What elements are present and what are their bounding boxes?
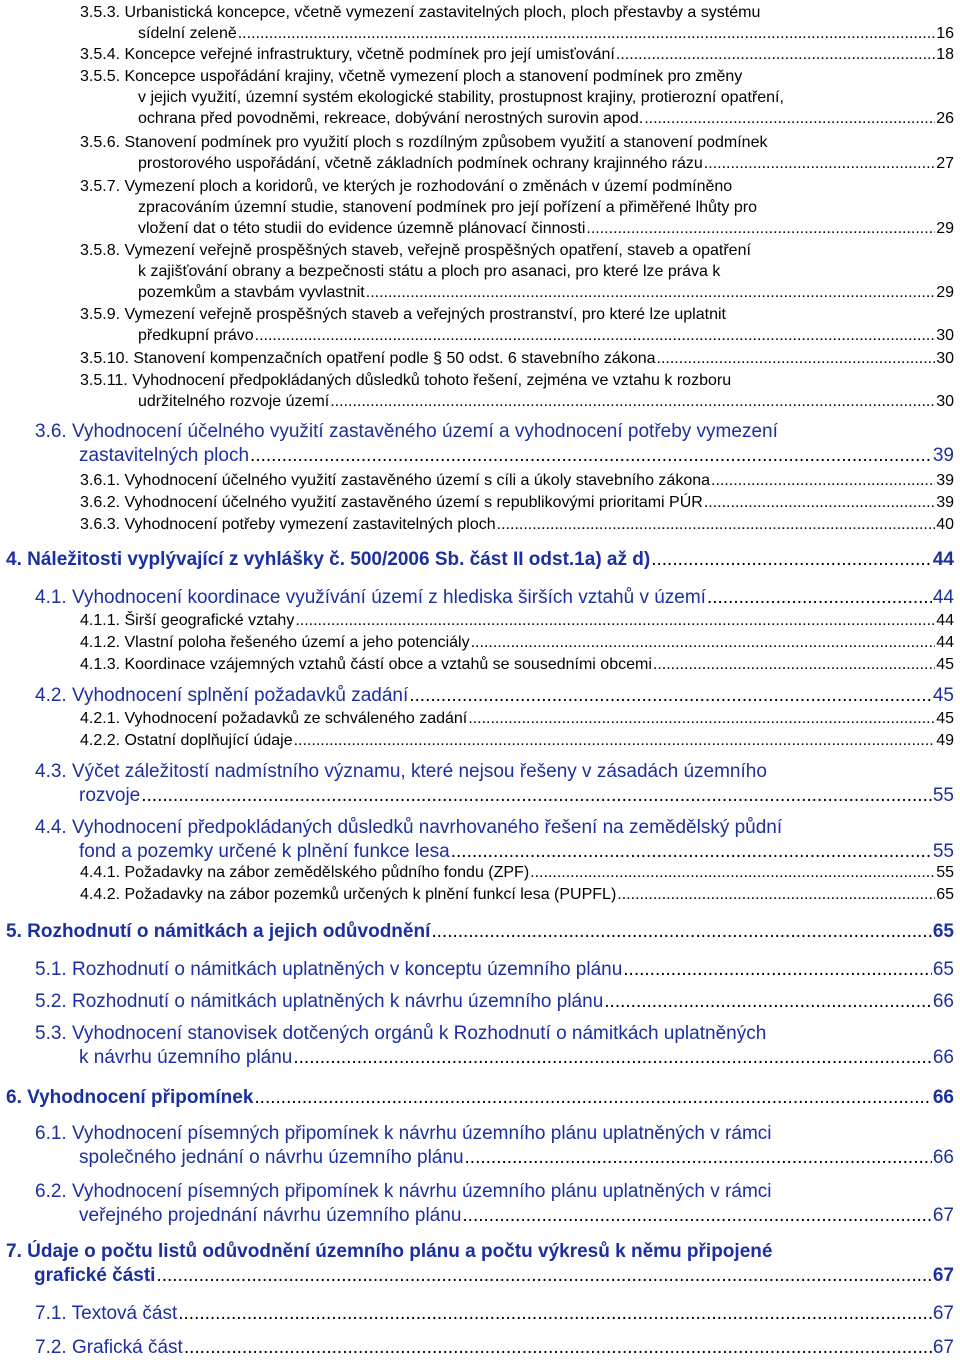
toc-page-number: 45 bbox=[936, 656, 954, 673]
toc-entry-line-last bbox=[6, 1086, 954, 1110]
toc-page-number: 39 bbox=[936, 494, 954, 511]
toc-entry-line bbox=[80, 370, 954, 391]
toc-entry-text: 4.1. Vyhodnocení koordinace využívání území z hlediska širších vztahů v území bbox=[35, 587, 706, 608]
toc-page-number: 49 bbox=[936, 732, 954, 749]
toc-page-number: 44 bbox=[936, 634, 954, 651]
toc-entry-text: 3.6.1. Vyhodnocení účelného využití zastavěného území s cíli a úkoly stavebního zákona bbox=[80, 472, 711, 489]
toc-entry-line-last bbox=[80, 44, 954, 65]
toc-entry-text: 5. Rozhodnutí o námitkách a jejich odůvodnění bbox=[6, 921, 431, 942]
toc-page-number: 44 bbox=[932, 587, 954, 608]
toc-entry-line-last bbox=[138, 218, 954, 239]
toc-page-number: 66 bbox=[932, 1087, 954, 1108]
toc-leader-dots bbox=[704, 492, 935, 513]
toc-leader-dots bbox=[141, 784, 932, 808]
toc-page-number: 65 bbox=[936, 886, 954, 903]
toc-entry-text: 5.3. Vyhodnocení stanovisek dotčených orgánů k Rozhodnutí o námitkách uplatněných bbox=[35, 1023, 767, 1044]
toc-page-number: 66 bbox=[932, 1147, 954, 1168]
toc-entry-text: 7. Údaje o počtu listů odůvodnění územního plánu a počtu výkresů k němu připojené bbox=[6, 1241, 773, 1262]
toc-page-number: 30 bbox=[936, 393, 954, 410]
toc-leader-dots bbox=[711, 470, 935, 491]
toc-page-number: 67 bbox=[932, 1205, 954, 1226]
toc-entry-line-last bbox=[79, 840, 954, 864]
toc-entry-text: předkupní právo bbox=[138, 327, 254, 344]
toc-entry-text: 3.5.10. Stanovení kompenzačních opatření podle § 50 odst. 6 stavebního zákona bbox=[80, 350, 656, 367]
toc-entry-line bbox=[6, 1240, 954, 1264]
toc-entry-text: 4.4.1. Požadavky na zábor zemědělského půdního fondu (ZPF) bbox=[80, 864, 530, 881]
toc-entry-text: 4.1.3. Koordinace vzájemných vztahů částí obce a vztahů se sousedními obcemi bbox=[80, 656, 652, 673]
toc-entry-line bbox=[80, 176, 954, 197]
toc-entry-line-last bbox=[6, 548, 954, 572]
toc-entry-text: 6.2. Vyhodnocení písemných připomínek k návrhu územního plánu uplatněných v rámci bbox=[35, 1181, 772, 1202]
toc-entry-line-last bbox=[79, 1146, 954, 1170]
toc-leader-dots bbox=[255, 325, 936, 346]
toc-entry-line-last bbox=[80, 708, 954, 729]
toc-entry-text: 4. Náležitosti vyplývající z vyhlášky č. 500/2006 Sb. část II odst.1a) až d) bbox=[6, 549, 651, 570]
toc-leader-dots bbox=[254, 1086, 931, 1110]
toc-page-number: 45 bbox=[932, 685, 954, 706]
toc-entry-line-last bbox=[80, 654, 954, 675]
toc-entry-text: zastavitelných ploch bbox=[79, 445, 250, 466]
toc-leader-dots bbox=[653, 654, 935, 675]
toc-leader-dots bbox=[623, 958, 932, 982]
toc-entry-line bbox=[138, 87, 954, 108]
toc-entry-text: 5.1. Rozhodnutí o námitkách uplatněných v konceptu územního plánu bbox=[35, 959, 623, 980]
toc-leader-dots bbox=[704, 153, 935, 174]
toc-entry-text: k návrhu územního plánu bbox=[79, 1047, 293, 1068]
toc-entry-text: rozvoje bbox=[79, 785, 141, 806]
toc-entry-text: 3.5.7. Vymezení ploch a koridorů, ve kterých je rozhodování o změnách v území podmíněno bbox=[80, 178, 733, 195]
toc-entry-text: 3.5.9. Vymezení veřejně prospěšných staveb a veřejných prostranství, pro které lze uplatnit bbox=[80, 306, 726, 323]
toc-leader-dots bbox=[644, 108, 935, 129]
toc-entry-line bbox=[80, 240, 954, 261]
toc-entry-line-last bbox=[80, 348, 954, 369]
toc-page-number: 29 bbox=[936, 220, 954, 237]
toc-entry-line bbox=[35, 816, 954, 840]
toc-leader-dots bbox=[530, 862, 935, 883]
toc-leader-dots bbox=[250, 444, 932, 468]
toc-page-number: 18 bbox=[936, 46, 954, 63]
toc-entry-text: grafické části bbox=[34, 1265, 156, 1286]
toc-page-number: 55 bbox=[932, 785, 954, 806]
toc-page-number: 67 bbox=[932, 1337, 954, 1358]
toc-entry-text: prostorového uspořádání, včetně základních podmínek ochrany krajinného rázu bbox=[138, 155, 703, 172]
toc-entry-line-last bbox=[79, 1046, 954, 1070]
toc-entry-line bbox=[35, 1022, 954, 1046]
toc-entry-line-last bbox=[79, 784, 954, 808]
toc-entry-text: 3.5.8. Vymezení veřejně prospěšných staveb, veřejně prospěšných opatření, staveb a opatření bbox=[80, 242, 751, 259]
toc-entry-text: společného jednání o návrhu územního plánu bbox=[79, 1147, 464, 1168]
toc-entry-line-last bbox=[6, 920, 954, 944]
toc-leader-dots bbox=[294, 730, 936, 751]
toc-entry-text: fond a pozemky určené k plnění funkce lesa bbox=[79, 841, 450, 862]
toc-entry-text: 4.4.2. Požadavky na zábor pozemků určených k plnění funkcí lesa (PUPFL) bbox=[80, 886, 617, 903]
toc-leader-dots bbox=[604, 990, 932, 1014]
toc-entry-line-last bbox=[80, 730, 954, 751]
toc-entry-line bbox=[35, 1122, 954, 1146]
toc-entry-text: 3.5.3. Urbanistická koncepce, včetně vymezení zastavitelných ploch, ploch přestavby a systému bbox=[80, 4, 761, 21]
toc-page-number: 40 bbox=[936, 516, 954, 533]
toc-leader-dots bbox=[431, 920, 931, 944]
toc-entry-line-last bbox=[35, 684, 954, 708]
toc-leader-dots bbox=[465, 1146, 932, 1170]
toc-entry-line-last bbox=[80, 632, 954, 653]
toc-entry-text: 5.2. Rozhodnutí o námitkách uplatněných k návrhu územního plánu bbox=[35, 991, 604, 1012]
toc-page-number: 44 bbox=[936, 612, 954, 629]
toc-leader-dots bbox=[707, 586, 932, 610]
toc-leader-dots bbox=[586, 218, 935, 239]
toc-entry-text: vložení dat o této studii do evidence územně plánovací činnosti bbox=[138, 220, 586, 237]
toc-page-number: 27 bbox=[936, 155, 954, 172]
toc-entry-line-last bbox=[35, 958, 954, 982]
toc-entry-text: pozemkům a stavbám vyvlastnit bbox=[138, 284, 365, 301]
toc-entry-text: 3.5.4. Koncepce veřejné infrastruktury, včetně podmínek pro její umisťování bbox=[80, 46, 615, 63]
toc-entry-text: ochrana před povodněmi, rekreace, dobývání nerostných surovin apod. bbox=[138, 110, 644, 127]
toc-entry-text: 4.4. Vyhodnocení předpokládaných důsledků navrhovaného řešení na zemědělský půdní bbox=[35, 817, 783, 838]
toc-page-number: 66 bbox=[932, 1047, 954, 1068]
toc-entry-line-last bbox=[80, 514, 954, 535]
toc-entry-text: 4.1.1. Širší geografické vztahy bbox=[80, 612, 295, 629]
toc-entry-line-last bbox=[80, 470, 954, 491]
toc-leader-dots bbox=[184, 1336, 932, 1360]
toc-entry-text: 4.3. Výčet záležitostí nadmístního významu, které nejsou řešeny v zásadách územního bbox=[35, 761, 767, 782]
toc-entry-text: 3.5.5. Koncepce uspořádání krajiny, včetně vymezení ploch a stanovení podmínek pro změny bbox=[80, 68, 743, 85]
toc-entry-text: 4.2.1. Vyhodnocení požadavků ze schváleného zadání bbox=[80, 710, 468, 727]
toc-entry-text: k zajišťování obrany a bezpečnosti státu a ploch pro asanaci, pro které lze práva k bbox=[138, 263, 721, 280]
toc-leader-dots bbox=[617, 884, 935, 905]
toc-page-number: 45 bbox=[936, 710, 954, 727]
toc-entry-line-last bbox=[35, 990, 954, 1014]
toc-page-number: 66 bbox=[932, 991, 954, 1012]
toc-page-number: 30 bbox=[936, 327, 954, 344]
toc-entry-text: sídelní zeleně bbox=[138, 25, 237, 42]
toc-entry-line-last bbox=[138, 108, 954, 129]
toc-entry-text: 4.1.2. Vlastní poloha řešeného území a jeho potenciály bbox=[80, 634, 470, 651]
toc-leader-dots bbox=[366, 282, 935, 303]
toc-entry-line bbox=[138, 197, 954, 218]
toc-entry-text: zpracováním územní studie, stanovení podmínek pro její pořízení a přiměřené lhůty pro bbox=[138, 199, 757, 216]
toc-page-number: 55 bbox=[936, 864, 954, 881]
toc-entry-line-last bbox=[80, 610, 954, 631]
toc-entry-line-last bbox=[79, 444, 954, 468]
toc-entry-text: 3.5.11. Vyhodnocení předpokládaných důsledků tohoto řešení, zejména ve vztahu k rozboru bbox=[80, 372, 732, 389]
toc-entry-line bbox=[35, 420, 954, 444]
toc-entry-text: 4.2. Vyhodnocení splnění požadavků zadání bbox=[35, 685, 409, 706]
toc-entry-line-last bbox=[35, 1336, 954, 1360]
toc-entry-line bbox=[35, 1180, 954, 1204]
toc-leader-dots bbox=[651, 548, 932, 572]
toc-entry-line bbox=[35, 760, 954, 784]
toc-entry-line-last bbox=[138, 23, 954, 44]
toc-entry-text: veřejného projednání návrhu územního plánu bbox=[79, 1205, 462, 1226]
toc-entry-line bbox=[80, 2, 954, 23]
toc-page-number: 16 bbox=[936, 25, 954, 42]
toc-entry-text: 3.5.6. Stanovení podmínek pro využití ploch s rozdílným způsobem využití a stanovení podmínek bbox=[80, 134, 768, 151]
toc-page-number: 44 bbox=[932, 549, 954, 570]
toc-entry-text: v jejich využití, územní systém ekologické stability, prostupnost krajiny, protierozní opatření, bbox=[138, 89, 784, 106]
toc-entry-line-last bbox=[138, 325, 954, 346]
toc-page-number: 39 bbox=[932, 445, 954, 466]
toc-entry-line-last bbox=[80, 862, 954, 883]
toc-entry-line-last bbox=[80, 884, 954, 905]
toc-leader-dots bbox=[178, 1302, 932, 1326]
toc-page-number: 30 bbox=[936, 350, 954, 367]
toc-entry-text: 3.6. Vyhodnocení účelného využití zastavěného území a vyhodnocení potřeby vymezení bbox=[35, 421, 778, 442]
toc-entry-text: 7.1. Textová část bbox=[35, 1303, 178, 1324]
toc-leader-dots bbox=[330, 391, 935, 412]
toc-entry-text: 6. Vyhodnocení připomínek bbox=[6, 1087, 254, 1108]
toc-entry-line-last bbox=[35, 586, 954, 610]
toc-entry-line-last bbox=[35, 1302, 954, 1326]
toc-leader-dots bbox=[616, 44, 935, 65]
toc-entry-line bbox=[138, 261, 954, 282]
toc-entry-line bbox=[80, 132, 954, 153]
toc-leader-dots bbox=[451, 840, 932, 864]
toc-page-number: 65 bbox=[932, 959, 954, 980]
toc-page-number: 39 bbox=[936, 472, 954, 489]
toc-entry-line-last bbox=[138, 153, 954, 174]
toc-entry-text: 6.1. Vyhodnocení písemných připomínek k návrhu územního plánu uplatněných v rámci bbox=[35, 1123, 772, 1144]
toc-entry-line bbox=[80, 304, 954, 325]
toc-page-number: 65 bbox=[932, 921, 954, 942]
toc-page-number: 29 bbox=[936, 284, 954, 301]
toc-entry-text: 7.2. Grafická část bbox=[35, 1337, 183, 1358]
toc-leader-dots bbox=[409, 684, 932, 708]
toc-page-number: 67 bbox=[932, 1265, 954, 1286]
toc-entry-text: 3.6.2. Vyhodnocení účelného využití zastavěného území s republikovými prioritami PÚR bbox=[80, 494, 703, 511]
toc-leader-dots bbox=[657, 348, 936, 369]
toc-leader-dots bbox=[156, 1264, 931, 1288]
toc-entry-text: 3.6.3. Vyhodnocení potřeby vymezení zastavitelných ploch bbox=[80, 516, 496, 533]
toc-entry-text: 4.2.2. Ostatní doplňující údaje bbox=[80, 732, 293, 749]
toc-entry-line bbox=[80, 66, 954, 87]
toc-entry-line-last bbox=[80, 492, 954, 513]
toc-leader-dots bbox=[462, 1204, 931, 1228]
toc-page-number: 67 bbox=[932, 1303, 954, 1324]
toc-leader-dots bbox=[295, 610, 935, 631]
toc-entry-line-last bbox=[138, 391, 954, 412]
toc-entry-line-last bbox=[79, 1204, 954, 1228]
toc-entry-line-last bbox=[34, 1264, 954, 1288]
toc-entry-line-last bbox=[138, 282, 954, 303]
toc-page-number: 55 bbox=[932, 841, 954, 862]
toc-leader-dots bbox=[497, 514, 936, 535]
toc-leader-dots bbox=[471, 632, 936, 653]
toc-leader-dots bbox=[293, 1046, 931, 1070]
toc-leader-dots bbox=[468, 708, 935, 729]
toc-entry-text: udržitelného rozvoje území bbox=[138, 393, 330, 410]
toc-leader-dots bbox=[238, 23, 935, 44]
toc-page-number: 26 bbox=[936, 110, 954, 127]
